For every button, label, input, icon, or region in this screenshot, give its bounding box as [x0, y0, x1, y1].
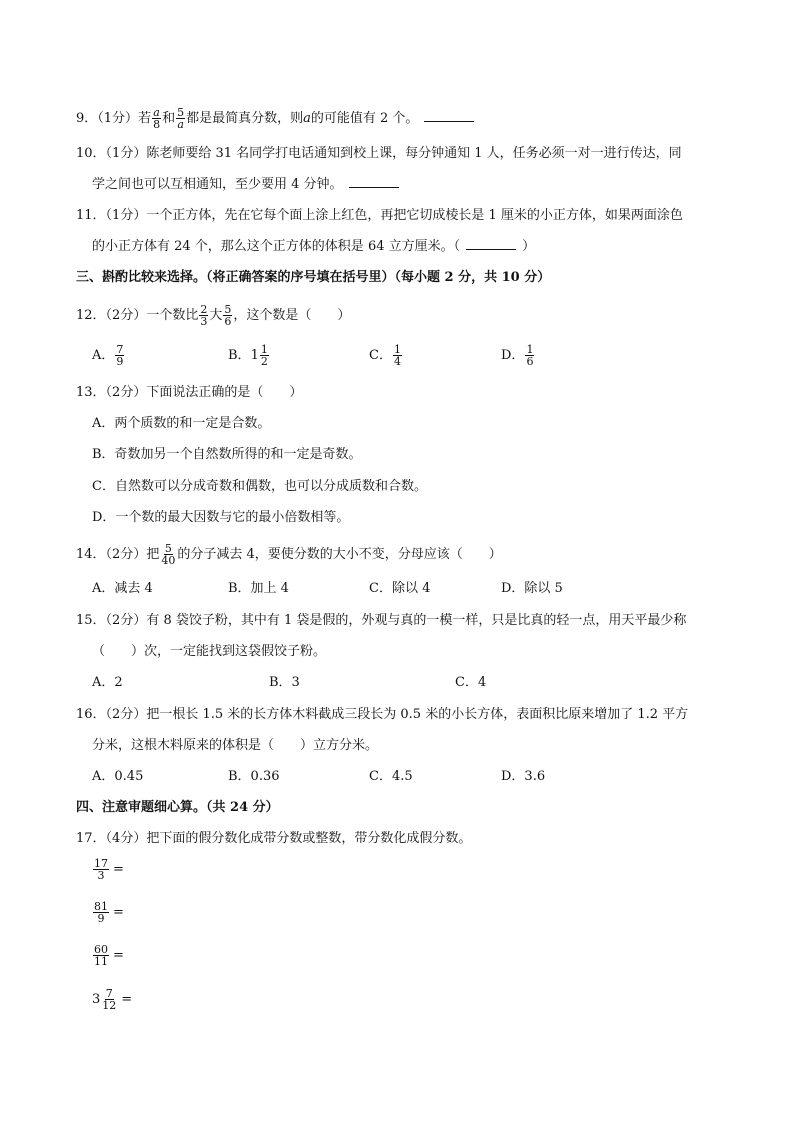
numerator: 1: [526, 343, 534, 356]
q13-option-c[interactable]: C．自然数可以分成奇数和偶数，也可以分成质数和合数。: [92, 479, 427, 494]
question-12: [76, 304, 350, 327]
q17-expression-2: [92, 901, 124, 924]
answer-blank[interactable]: [424, 109, 474, 122]
section-3-heading: 三、斟酌比较来选择。（将正确答案的序号填在括号里）（每小题 2 分，共 10 分）: [76, 270, 551, 285]
answer-blank[interactable]: [466, 237, 516, 250]
option-label: D．: [501, 348, 525, 363]
fraction-2-over-3: [199, 304, 208, 327]
numerator: 17: [94, 857, 108, 870]
question-17-stem: 17．（4分）把下面的假分数化成带分数或整数，带分数化成假分数。: [76, 831, 472, 846]
q16-option-a[interactable]: A．0.45: [92, 769, 144, 784]
question-15-line-1: 15．（2分）有 8 袋饺子粉，其中有 1 袋是假的，外观与真的一模一样，只是比真的轻一点，用天平最少称: [76, 613, 687, 628]
denominator: 4: [393, 355, 401, 368]
denominator: 6: [224, 315, 232, 328]
denominator: 12: [102, 999, 117, 1012]
fraction-81-over-9: [93, 901, 109, 924]
numerator: 5: [224, 303, 232, 316]
fraction-7-over-12: [101, 988, 117, 1011]
q11-close-paren: ）: [522, 239, 536, 254]
q12-option-a[interactable]: [92, 344, 125, 367]
denominator: 40: [161, 554, 176, 567]
q14-option-a[interactable]: A．减去 4: [92, 581, 153, 596]
denominator: 6: [526, 355, 534, 368]
fraction-60-over-11: [93, 944, 109, 967]
q15-option-b[interactable]: B．3: [269, 675, 300, 690]
q15-option-a[interactable]: A．2: [92, 675, 123, 690]
equals-sign: =: [121, 992, 133, 1007]
equals-sign: =: [113, 862, 124, 877]
question-11-line-1: 11．（1分）一个正方体，先在它每个面上涂上红色，再把它切成棱长是 1 厘米的小正方体，如果两面涂色: [76, 208, 683, 223]
q13-option-a[interactable]: A．两个质数的和一定是合数。: [92, 416, 271, 431]
whole-part: 3: [92, 992, 101, 1007]
section-4-heading: 四、注意审题细心算。（共 24 分）: [76, 800, 279, 815]
equals-sign: =: [113, 948, 124, 963]
q10-text: 学之间也可以互相通知，至少要用 4 分钟。: [92, 177, 343, 192]
numerator: a: [153, 106, 160, 119]
q13-option-d[interactable]: D．一个数的最大因数与它的最小倍数相等。: [92, 510, 350, 525]
numerator: 60: [94, 943, 108, 956]
fraction-17-over-3: [93, 858, 109, 881]
question-14: [76, 543, 502, 566]
q14-option-b[interactable]: B．加上 4: [228, 581, 289, 596]
q14-text-1: 14．（2分）把: [76, 547, 160, 562]
q9-text-1: 若: [138, 111, 152, 126]
option-label: A．: [92, 348, 115, 363]
option-label: B．: [228, 348, 251, 363]
question-10-line-1: 10．（1分）陈老师要给 31 名同学打电话通知到校上课，每分钟通知 1 人，任务必须一对一进行传达，同: [76, 146, 682, 161]
question-10-line-2: [92, 175, 405, 195]
q16-option-d[interactable]: D．3.6: [501, 769, 546, 784]
option-label: C．: [369, 348, 392, 363]
fraction-a-over-8: [152, 107, 161, 130]
whole-part: 1: [250, 348, 259, 363]
q14-text-2: 的分子减去 4，要使分数的大小不变，分母应该（ ）: [177, 547, 502, 562]
q12-option-d[interactable]: [501, 344, 535, 367]
numerator: 1: [393, 343, 401, 356]
denominator: 9: [116, 355, 124, 368]
q17-expression-4: [92, 988, 132, 1011]
denominator: 8: [153, 118, 161, 131]
numerator: 2: [200, 303, 208, 316]
numerator: 5: [164, 542, 172, 555]
fraction: [260, 344, 269, 367]
numerator: 7: [105, 987, 113, 1000]
fraction: [525, 344, 534, 367]
question-11-line-2: [92, 237, 535, 257]
q14-option-d[interactable]: D．除以 5: [501, 581, 563, 596]
denominator: 11: [94, 955, 108, 968]
q16-option-c[interactable]: C．4.5: [369, 769, 413, 784]
q17-expression-1: [92, 858, 124, 881]
denominator: 9: [97, 912, 105, 925]
q9-text-4: 的可能值有 2 个。: [310, 111, 419, 126]
question-number: 9．: [76, 111, 98, 126]
answer-blank[interactable]: [349, 175, 399, 188]
numerator: 7: [116, 343, 124, 356]
q12-option-b[interactable]: [228, 344, 270, 367]
q14-option-c[interactable]: C．除以 4: [369, 581, 431, 596]
question-16-line-2: 分米，这根木料原来的体积是（ ）立方分米。: [92, 738, 379, 753]
question-score: （1分）: [97, 111, 139, 126]
numerator: 5: [177, 106, 185, 119]
q12-text-1: 12．（2分）一个数比: [76, 308, 199, 323]
q15-option-c[interactable]: C．4: [455, 675, 487, 690]
question-13-stem: 13．（2分）下面说法正确的是（ ）: [76, 385, 303, 400]
q17-expression-3: [92, 944, 124, 967]
q11-text: 的小正方体有 24 个，那么这个正方体的体积是 64 立方厘米。（: [92, 239, 461, 254]
denominator: 3: [200, 315, 208, 328]
fraction: [115, 344, 124, 367]
numerator: 81: [94, 900, 108, 913]
fraction-5-over-40: [160, 543, 176, 566]
variable-a: a: [303, 111, 311, 126]
q9-text-2: 和: [162, 111, 176, 126]
q16-option-b[interactable]: B．0.36: [228, 769, 280, 784]
question-16-line-1: 16．（2分）把一根长 1.5 米的长方体木料截成三段长为 0.5 米的小长方体，表面积比原来增加了 1.2 平方: [76, 707, 689, 722]
fraction-5-over-a: [176, 107, 185, 130]
denominator: a: [177, 118, 184, 131]
q12-option-c[interactable]: [369, 344, 403, 367]
question-15-line-2: （ ）次，一定能找到这袋假饺子粉。: [92, 644, 327, 659]
q13-option-b[interactable]: B．奇数加另一个自然数所得的和一定是奇数。: [92, 447, 362, 462]
q9-text-3: 都是最简真分数，则: [186, 111, 304, 126]
fraction: [393, 344, 402, 367]
q12-text-2: 大: [209, 308, 223, 323]
question-9: [76, 107, 480, 130]
denominator: 3: [97, 869, 105, 882]
fraction-5-over-6: [223, 304, 232, 327]
numerator: 1: [260, 343, 268, 356]
denominator: 2: [260, 355, 268, 368]
equals-sign: =: [113, 905, 124, 920]
q12-text-3: ，这个数是（ ）: [233, 308, 351, 323]
